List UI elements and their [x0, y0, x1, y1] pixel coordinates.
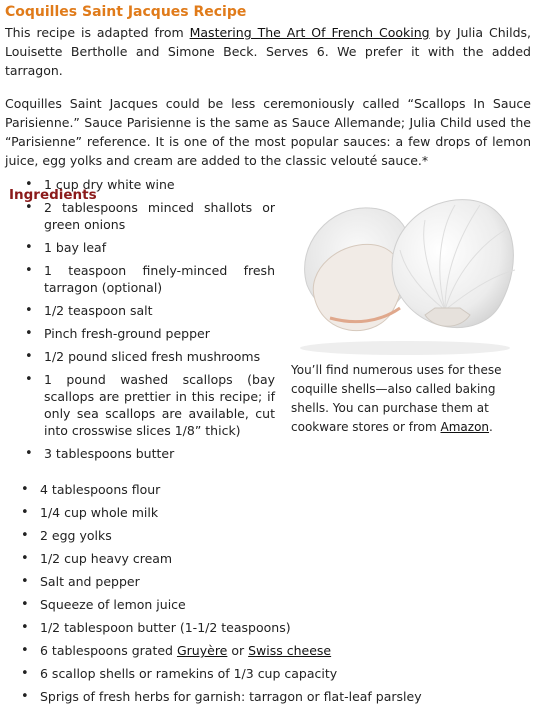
caption-text: You’ll find numerous uses for these coquille shells—also called baking shells. You can purchase them at cookware stores or from [291, 363, 502, 434]
list-item: • Pinch fresh-ground pepper [25, 325, 275, 342]
intro-paragraph [5, 23, 531, 80]
recipe-page [5, 0, 531, 204]
list-item-cheese [21, 642, 521, 659]
caption-end: . [489, 420, 493, 434]
swiss-cheese-link[interactable]: Swiss cheese [248, 643, 332, 658]
ingredients-list-top [25, 176, 275, 468]
list-item: • 3 tablespoons butter [25, 445, 275, 462]
intro-prefix: This recipe is adapted from [5, 25, 190, 40]
book-link[interactable]: Mastering The Art Of French Cooking [189, 25, 430, 40]
list-item: • 4 tablespoons flour [21, 481, 521, 498]
list-item: • 1 cup dry white wine [25, 176, 275, 193]
list-item: • 1/2 cup heavy cream [21, 550, 521, 567]
intro-suffix: by Julia Childs, Louisette Bertholle and Simone Beck. Serves 6. We prefer it with the added tarragon. [5, 25, 532, 78]
shells-illustration [285, 190, 525, 360]
list-item: • 6 scallop shells or ramekins of 1/3 cup capacity [21, 665, 521, 682]
list-item: • 1/2 pound sliced fresh mushrooms [25, 348, 275, 365]
ingredients-heading: Ingredients [9, 187, 97, 203]
ingredients-list-bottom [21, 481, 521, 711]
cheese-mid: or [227, 643, 249, 658]
cheese-prefix: 6 tablespoons grated [40, 643, 177, 658]
gruyere-link[interactable]: Gruyère [176, 643, 228, 658]
list-item: • 1/2 teaspoon salt [25, 302, 275, 319]
image-caption [291, 361, 506, 437]
recipe-title: Coquilles Saint Jacques Recipe [5, 4, 247, 20]
list-item: • Salt and pepper [21, 573, 521, 590]
list-item: • 2 tablespoons minced shallots or green onions [25, 199, 275, 233]
coquille-shells-image [285, 190, 525, 360]
list-item: • 1/2 tablespoon butter (1-1/2 teaspoons) [21, 619, 521, 636]
list-item: • 1 bay leaf [25, 239, 275, 256]
list-item: • 1/4 cup whole milk [21, 504, 521, 521]
list-item: • 1 teaspoon finely-minced fresh tarragon (optional) [25, 262, 275, 296]
description-paragraph: Coquilles Saint Jacques could be less ceremoniously called “Scallops In Sauce Parisienne.” Sauce Parisienne is the same as Sauce Allemande; Julia Child used the “Parisienne” reference. It is one of the most popular sauces: a few drops of lemon juice, egg yolks and cream are added to the classic velouté sauce.* [5, 96, 531, 168]
amazon-link[interactable]: Amazon [440, 420, 490, 434]
list-item: • Sprigs of fresh herbs for garnish: tarragon or flat-leaf parsley [21, 688, 521, 705]
list-item: • Squeeze of lemon juice [21, 596, 521, 613]
list-item: • 2 egg yolks [21, 527, 521, 544]
list-item: • 1 pound washed scallops (bay scallops are prettier in this recipe; if only sea scallops are available, cut into crosswise slices 1/8” thick) [25, 371, 275, 439]
